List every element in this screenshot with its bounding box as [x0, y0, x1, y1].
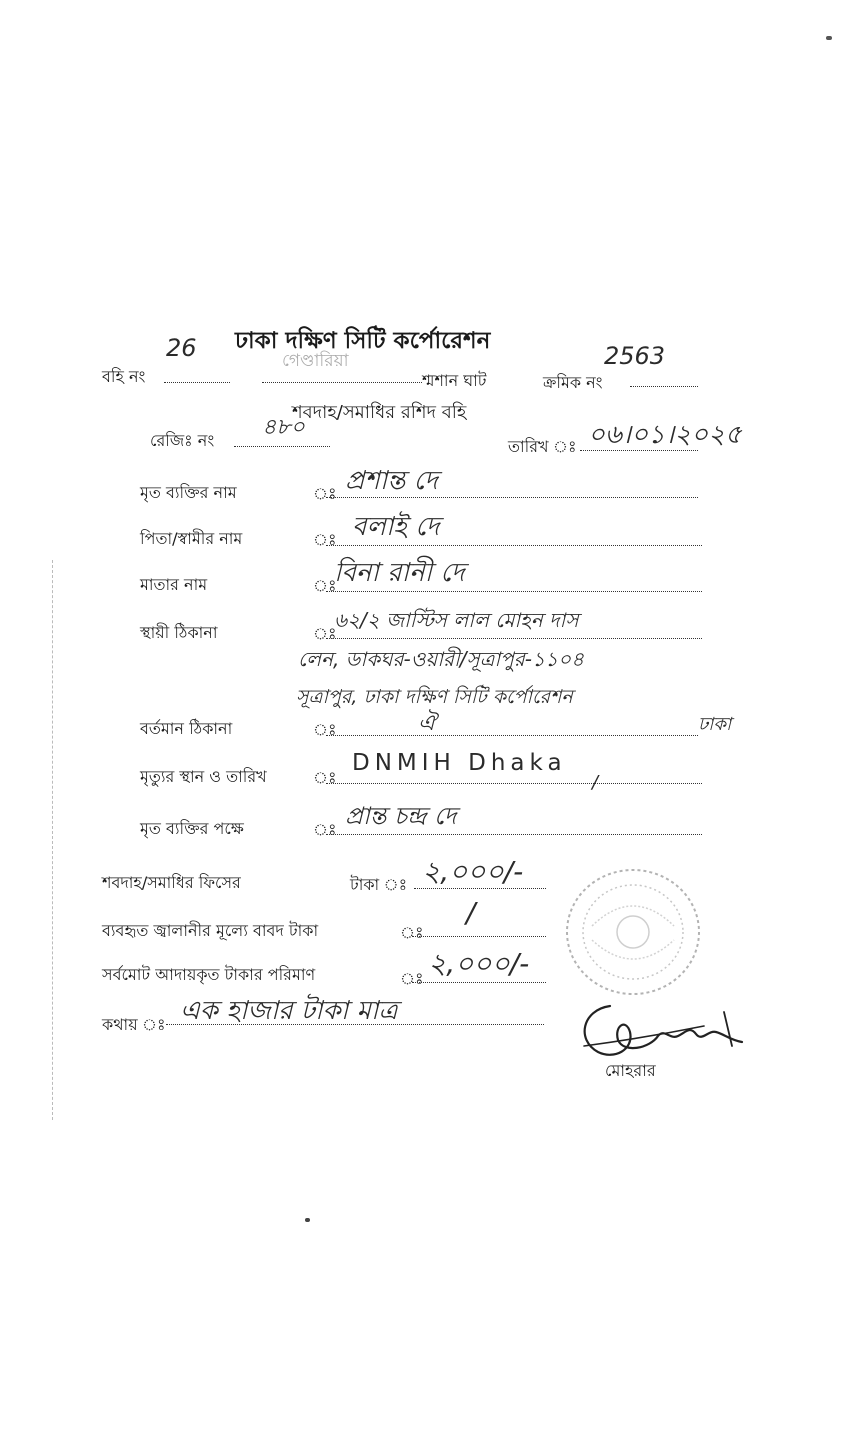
- permanent-address-line2: লেন, ডাকঘর-ওয়ারী/সূত্রাপুর-১১০৪: [298, 647, 584, 671]
- mother-name-line: [326, 591, 702, 592]
- signature-icon: [574, 996, 750, 1072]
- fuel-value: /: [466, 896, 476, 929]
- reg-line: [234, 446, 330, 447]
- permanent-address-line1: ৬২/২ জাস্টিস লাল মোহন দাস: [334, 608, 579, 632]
- fee-label: শবদাহ/সমাধির ফিসের: [102, 873, 241, 892]
- fee-taka-label: টাকা ঃ: [350, 875, 408, 894]
- death-place-date-line: [326, 783, 702, 784]
- corporation-title: ঢাকা দক্ষিণ সিটি কর্পোরেশন: [235, 328, 491, 354]
- total-line: [412, 982, 546, 983]
- fuel-label: ব্যবহৃত জ্বালানীর মূল্যে বাবদ টাকা: [102, 921, 319, 940]
- death-place-date-label: মৃত্যুর স্থান ও তারিখ: [140, 767, 267, 786]
- in-words-value: এক হাজার টাকা মাত্র: [180, 996, 398, 1026]
- serial-line: [630, 386, 698, 387]
- office-seal-icon: [562, 866, 704, 998]
- father-husband-value: বলাই দে: [352, 512, 440, 542]
- total-value: ২,০০০/-: [428, 947, 530, 980]
- death-place-date-value: DNMIH Dhaka: [352, 750, 567, 776]
- father-husband-label: পিতা/স্বামীর নাম: [140, 529, 243, 548]
- on-behalf-line: [326, 834, 702, 835]
- fee-line: [414, 888, 546, 889]
- in-words-line: [166, 1024, 544, 1025]
- moharar-label: মোহরার: [605, 1061, 656, 1080]
- on-behalf-value: প্রান্ত চন্দ্র দে: [345, 802, 457, 830]
- present-address-extra: ঢাকা: [698, 714, 732, 735]
- mother-name-label: মাতার নাম: [140, 575, 208, 594]
- death-place-date-extra: /: [592, 772, 599, 793]
- date-label: তারিখ ঃ: [508, 437, 577, 456]
- date-line: [580, 450, 698, 451]
- book-number-line: [164, 382, 230, 383]
- receipt-page: 26 ঢাকা দক্ষিণ সিটি কর্পোরেশন 2563 বহি নং গেণ্ডারিয়া শ্মশান ঘাট ক্রমিক নং শবদাহ/সমাধির রশিদ বহি রেজিঃ নং ৪৮০ তারিখ ঃ ০৬।০১।২০২৫ মৃত ব্যক্তির নাম ঃ প্রশান্ত দে পিতা/স্বামীর নাম ঃ বলাই দে মাতার নাম ঃ বিনা রানী দে স্থায়ী ঠিকানা ঃ ৬২/২ জাস্টিস লাল মোহন দাস লেন, ডাকঘর-ওয়ারী/সূত্রাপুর-১১০৪ সূত্রাপুর, ঢাকা দক্ষিণ সিটি কর্পোরেশন বর্তমান ঠিকানা ঃ ঐ ঢাকা মৃত্যুর স্থান ও তারিখ ঃ DNMIH Dhaka / মৃত ব্যক্তির পক্ষে ঃ প্রান্ত চন্দ্র দে শবদাহ/সমাধির ফিসের টাকা ঃ ২,০০০/- ব্যবহৃত জ্বালানীর মূল্যে বাবদ টাকা ঃ / সর্বমোট আদায়কৃত টাকার পরিমাণ ঃ ২,০০০/- কথায় ঃ এক হাজার টাকা মাত্র মোহরার: [0, 0, 844, 1444]
- ghat-name-stamp: গেণ্ডারিয়া: [282, 351, 349, 371]
- serial-number-handwritten: 2563: [604, 342, 666, 370]
- present-address-label: বর্তমান ঠিকানা: [140, 719, 233, 738]
- permanent-address-label: স্থায়ী ঠিকানা: [140, 623, 218, 642]
- mother-name-value: বিনা রানী দে: [334, 558, 465, 588]
- total-label: সর্বমোট আদায়কৃত টাকার পরিমাণ: [102, 965, 316, 984]
- permanent-address-line3: সূত্রাপুর, ঢাকা দক্ষিণ সিটি কর্পোরেশন: [296, 686, 573, 708]
- book-number-handwritten: 26: [166, 334, 197, 362]
- deceased-name-line: [326, 497, 698, 498]
- book-number-label: বহি নং: [102, 367, 146, 386]
- ghat-name-line: [262, 382, 422, 383]
- serial-label: ক্রমিক নং: [543, 373, 603, 392]
- reg-label: রেজিঃ নং: [150, 431, 215, 450]
- date-value: ০৬।০১।২০২৫: [588, 420, 742, 450]
- scan-speck: [826, 36, 832, 40]
- reg-value: ৪৮০: [262, 415, 305, 440]
- father-husband-line: [326, 545, 702, 546]
- scan-speck: [305, 1218, 310, 1222]
- deceased-name-value: প্রশান্ত দে: [345, 466, 438, 496]
- present-address-line: [326, 735, 698, 736]
- scan-edge: [52, 560, 53, 1120]
- deceased-name-label: মৃত ব্যক্তির নাম: [140, 483, 237, 502]
- on-behalf-label: মৃত ব্যক্তির পক্ষে: [140, 819, 244, 838]
- receipt-subtitle: শবদাহ/সমাধির রশিদ বহি: [292, 402, 467, 423]
- fuel-line: [412, 936, 546, 937]
- in-words-label: কথায় ঃ: [102, 1015, 166, 1034]
- present-address-value: ঐ: [418, 711, 436, 736]
- fee-value: ২,০০০/-: [422, 855, 524, 888]
- ghat-label: শ্মশান ঘাট: [422, 371, 487, 390]
